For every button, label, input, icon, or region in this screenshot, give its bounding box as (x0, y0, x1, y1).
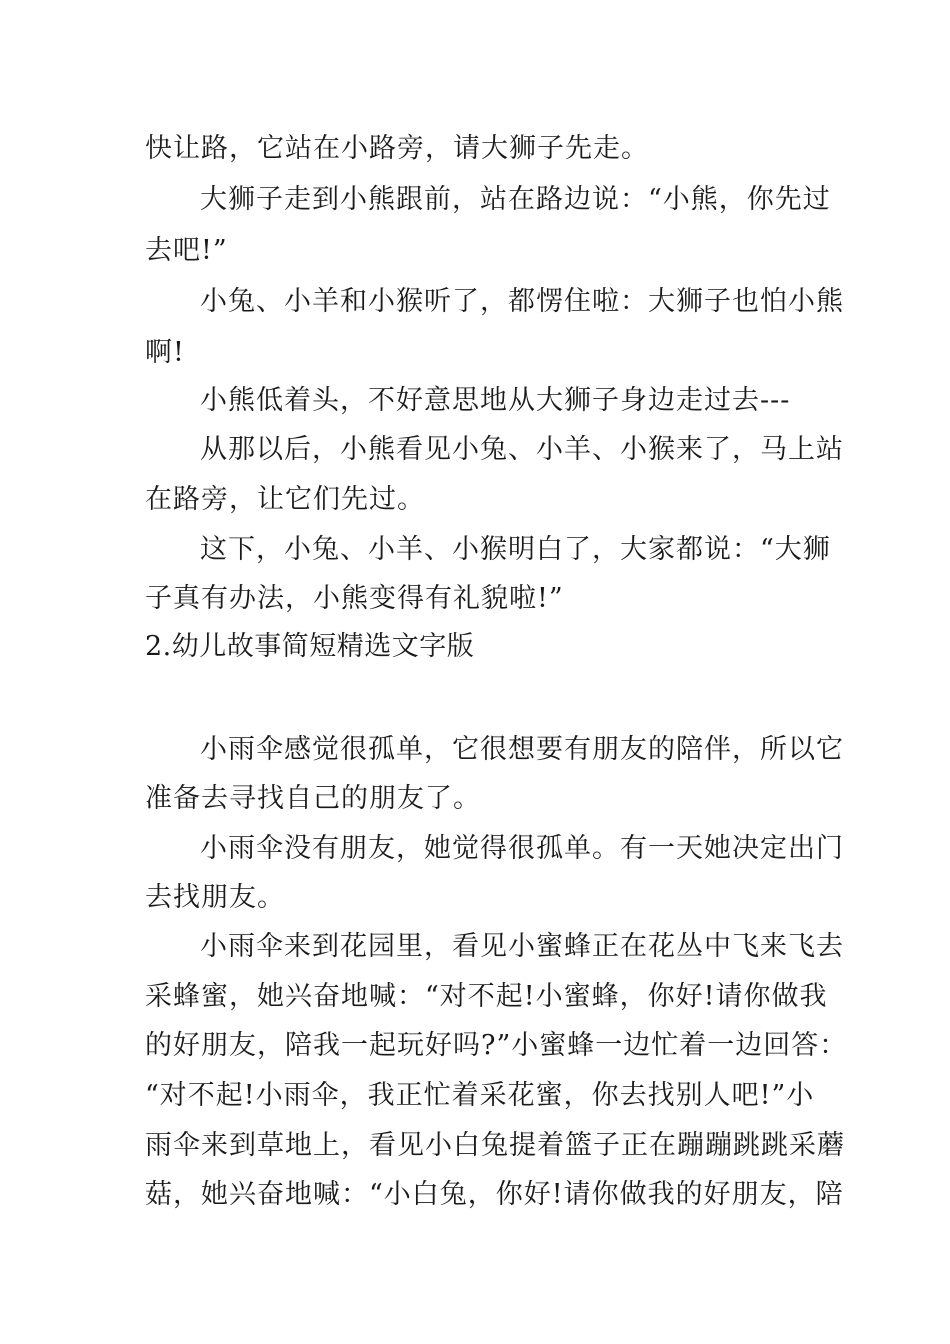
text-line: 采蜂蜜，她兴奋地喊：“对不起!小蜜蜂，你好!请你做我 (145, 981, 828, 1012)
text-line: 菇，她兴奋地喊：“小白兔，你好!请你做我的好朋友，陪 (145, 1179, 844, 1210)
text-line: 小雨伞没有朋友，她觉得很孤单。有一天她决定出门 (200, 833, 844, 864)
text-line: 去吧!” (145, 235, 228, 266)
text-line: 小雨伞来到花园里，看见小蜜蜂正在花丛中飞来飞去 (200, 931, 844, 962)
section-heading: 2.幼儿故事简短精选文字版 (145, 631, 475, 662)
text-line: 这下，小兔、小羊、小猴明白了，大家都说：“大狮 (200, 534, 831, 565)
text-line: 雨伞来到草地上，看见小白兔提着篮子正在蹦蹦跳跳采蘑 (145, 1130, 845, 1161)
text-line: 大狮子走到小熊跟前，站在路边说：“小熊，你先过 (200, 184, 831, 215)
text-line: “对不起!小雨伞，我正忙着采花蜜，你去找别人吧!”小 (145, 1080, 815, 1111)
text-line: 小雨伞感觉很孤单，它很想要有朋友的陪伴，所以它 (200, 734, 844, 765)
text-line: 小兔、小羊和小猴听了，都愣住啦：大狮子也怕小熊 (200, 286, 844, 317)
text-line: 小熊低着头，不好意思地从大狮子身边走过去--- (200, 385, 791, 416)
text-line: 的好朋友，陪我一起玩好吗?”小蜜蜂一边忙着一边回答： (145, 1030, 848, 1061)
text-line: 从那以后，小熊看见小兔、小羊、小猴来了，马上站 (200, 434, 844, 465)
text-line: 去找朋友。 (145, 882, 285, 913)
text-line: 子真有办法，小熊变得有礼貌啦!” (145, 583, 564, 614)
text-line: 准备去寻找自己的朋友了。 (145, 783, 481, 814)
text-line: 在路旁，让它们先过。 (145, 484, 425, 515)
text-line: 快让路，它站在小路旁，请大狮子先走。 (145, 133, 649, 164)
text-line: 啊! (145, 337, 185, 368)
